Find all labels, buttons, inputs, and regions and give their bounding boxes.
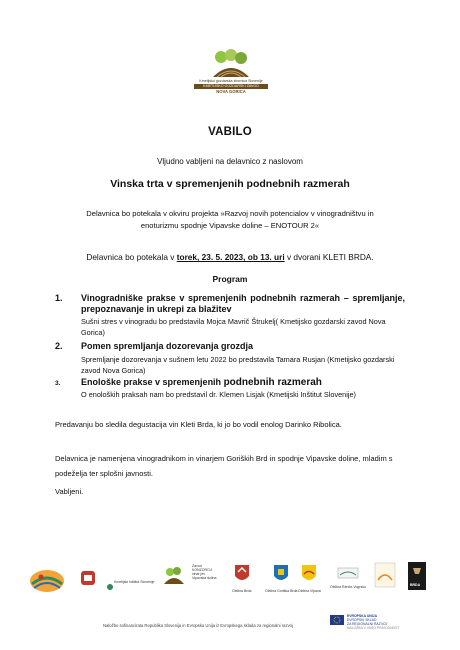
program-item-number: 1. [55,293,63,303]
program-item-heading [81,377,405,388]
invite-text: Vljudno vabljeni na delavnico z naslovom [157,157,303,166]
eu-text [347,614,400,630]
audience-paragraph: Delavnica je namenjena vinogradnikom in vinarjem Goriških Brd in spodnje Vipavske doline, mladim s podeželja ter splošni javnosti. [55,454,393,478]
workshop-topic: Vinska trta v spremenjenih podnebnih razmerah [110,178,350,190]
tasting-paragraph: Predavanju bo sledila degustacija vin Kleti Brda, ki jo bo vodil enolog Darinko Ribolica. [55,420,342,429]
partner-logo-brda-coat-icon [232,564,251,593]
project-description [0,208,460,232]
eu-line3: ZA REGIONALNI RAZVOJ [347,622,388,626]
when-prefix: Delavnica bo potekala v [86,252,177,262]
partner-logo-brda-icon [28,568,66,599]
logo-line1: Kmetijsko gozdarska zbornica Slovenije [199,79,263,83]
enotour-caption-3: vinar jev [192,572,206,576]
program-item-number: 2. [55,341,63,351]
goriska-caption: Občina Goriška Brda [265,589,298,593]
klet-caption: BRDA [410,583,421,587]
when-date: torek, 23. 5. 2023, ob 13. uri [176,252,285,262]
document-title: VABILO [208,126,252,138]
partner-logos-row [0,560,460,605]
partner-logo-enotour-icon [192,564,216,580]
program-item-speaker: O enoloških praksah nam bo predstavil dr. Klemen Lisjak (Kmetijski Inštitut Slovenije) [81,390,356,399]
partner-logo-ks-icon [106,578,155,596]
program-item-heading: Pomen spremljanja dozorevanja grozdja [81,341,254,351]
heading-part2: podnebnih razmerah [223,377,322,388]
logo-line3: NOVA GORICA [216,88,246,94]
ks-caption: Kmetijski Inštitut Slovenije [114,580,155,584]
partner-logo-goriska-icon [265,564,298,593]
program-item-speaker: Sušni stres v vinogradu bo predstavila Mojca Mavrič Štrukelj( Kmetijsko gozdarski zavod Nova Gorica) [81,317,386,337]
partner-logo-renče-icon [330,566,366,589]
enotour-caption-1: Zavod [192,564,202,568]
eu-flag-icon [330,615,344,625]
heading-part1: Enološke prakse v spremenjenih [81,377,224,387]
description-line2: enoturizmu spodnje Vipavske doline – ENOTOUR 2« [140,221,320,230]
kgz-nova-gorica-logo [190,49,272,105]
funding-note: Naložbo sofinancirata Republika Slovenija in Evropska Unija iz Evropskega sklada za regionalni razvoj [103,623,293,628]
program-title: Program [212,274,248,284]
kgz-logo-emblem-icon [209,49,253,79]
program-item-heading: Vinogradniške prakse v spremenjenih podnebnih razmerah – spremljanje, prepoznavanje in ukrepi za blažitev [81,293,405,314]
event-when [0,252,460,262]
enotour-caption-4: Vipavska dolina [192,576,217,580]
klet-brda-logo-icon [408,562,426,595]
when-suffix: v dvorani KLETI BRDA. [284,252,374,262]
program-item-number: 3. [55,380,61,387]
partner-logo-kgzs-icon [80,570,96,591]
description-line1: Delavnica bo potekala v okviru projekta »Razvoj novih potencialov v vinogradništvu in [86,209,374,218]
eu-funding-logo [330,612,410,636]
logo-line2: KMETIJSKO GOZDARSKI ZAVOD [194,84,268,89]
eu-line1: EVROPSKA UNIJA [347,614,378,618]
partner-logo-kgz-small-icon [162,566,186,591]
vipava-caption: Občina Vipava [298,589,321,593]
partner-logo-vipava-icon [298,564,321,593]
enotour-caption-2: KONZORCIJ [192,568,213,572]
brda-caption: Občina Brda [232,589,252,593]
program-item-speaker: Spremljanje dozorevanja v sušnem letu 2022 bo predstavila Tamara Rusjan (Kmetijsko gozdarski zavod Nova Gorica) [81,355,395,375]
renče-caption: Občina Renče-Vogrsko [330,585,366,589]
partner-logo-tourism-icon [374,562,396,593]
eu-line2: EVROPSKI SKLAD [347,618,377,622]
closing-text: Vabljeni. [55,487,84,496]
eu-line4: NALOŽBA V VAŠO PRIHODNOST [347,626,400,630]
